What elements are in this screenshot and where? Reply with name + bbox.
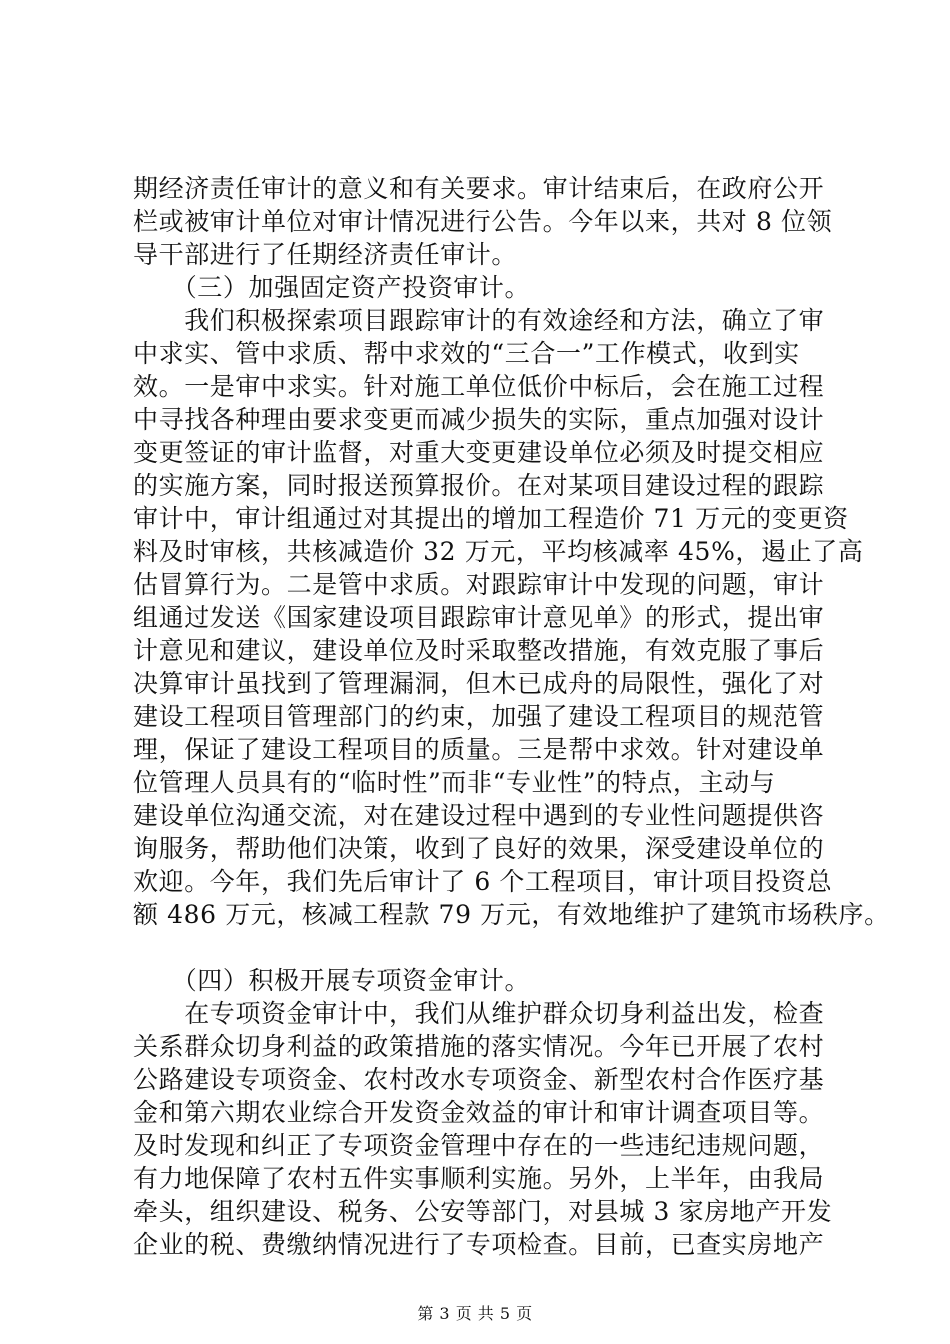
- text-line: 金和第六期农业综合开发资金效益的审计和审计调查项目等。: [133, 1098, 825, 1127]
- text-line: 公路建设专项资金、农村改水专项资金、新型农村合作医疗基: [133, 1065, 825, 1094]
- section-heading: （四）积极开展专项资金审计。: [133, 966, 531, 995]
- text-line: 料及时审核，共核减造价 32 万元，平均核减率 45%，遏止了高: [133, 537, 864, 566]
- text-line: 组通过发送《国家建设项目跟踪审计意见单》的形式，提出审: [133, 603, 825, 632]
- text-line: 企业的税、费缴纳情况进行了专项检查。目前，已查实房地产: [133, 1230, 825, 1259]
- text-line: 询服务，帮助他们决策，收到了良好的效果，深受建设单位的: [133, 834, 825, 863]
- text-line: 理，保证了建设工程项目的质量。三是帮中求效。针对建设单: [133, 735, 825, 764]
- text-line: 在专项资金审计中，我们从维护群众切身利益出发，检查: [133, 999, 825, 1028]
- text-line: 中求实、管中求质、帮中求效的“三合一”工作模式，收到实: [133, 339, 800, 368]
- text-line: 栏或被审计单位对审计情况进行公告。今年以来，共对 8 位领: [133, 207, 833, 236]
- text-line: 及时发现和纠正了专项资金管理中存在的一些违纪违规问题，: [133, 1131, 825, 1160]
- text-line: 中寻找各种理由要求变更而减少损失的实际，重点加强对设计: [133, 405, 825, 434]
- text-line: 建设工程项目管理部门的约束，加强了建设工程项目的规范管: [133, 702, 825, 731]
- text-line: 我们积极探索项目跟踪审计的有效途经和方法，确立了审: [133, 306, 825, 335]
- text-line: 有力地保障了农村五件实事顺利实施。另外，上半年，由我局: [133, 1164, 825, 1193]
- section-heading: （三）加强固定资产投资审计。: [133, 273, 531, 302]
- text-line: 导干部进行了任期经济责任审计。: [133, 240, 518, 269]
- text-line: 额 486 万元，核减工程款 79 万元，有效地维护了建筑市场秩序。: [133, 900, 890, 929]
- text-line: 关系群众切身利益的政策措施的落实情况。今年已开展了农村: [133, 1032, 825, 1061]
- text-line: 的实施方案，同时报送预算报价。在对某项目建设过程的跟踪: [133, 471, 825, 500]
- body-text: [133, 172, 890, 1261]
- text-line: 牵头，组织建设、税务、公安等部门，对县城 3 家房地产开发: [133, 1197, 833, 1226]
- text-line: 期经济责任审计的意义和有关要求。审计结束后，在政府公开: [133, 174, 825, 203]
- text-line: 计意见和建议，建设单位及时采取整改措施，有效克服了事后: [133, 636, 825, 665]
- text-line: 建设单位沟通交流，对在建设过程中遇到的专业性问题提供咨: [133, 801, 825, 830]
- text-line: 决算审计虽找到了管理漏洞，但木已成舟的局限性，强化了对: [133, 669, 825, 698]
- text-line: 审计中，审计组通过对其提出的增加工程造价 71 万元的变更资: [133, 504, 849, 533]
- text-line: 估冒算行为。二是管中求质。对跟踪审计中发现的问题，审计: [133, 570, 825, 599]
- text-line: 位管理人员具有的“临时性”而非“专业性”的特点，主动与: [133, 768, 776, 797]
- paragraph-gap: [133, 931, 853, 964]
- page-footer: 第 3 页 共 5 页: [417, 1304, 533, 1323]
- text-line: 效。一是审中求实。针对施工单位低价中标后，会在施工过程: [133, 372, 825, 401]
- text-line: 变更签证的审计监督，对重大变更建设单位必须及时提交相应: [133, 438, 825, 467]
- text-line: 欢迎。今年，我们先后审计了 6 个工程项目，审计项目投资总: [133, 867, 833, 896]
